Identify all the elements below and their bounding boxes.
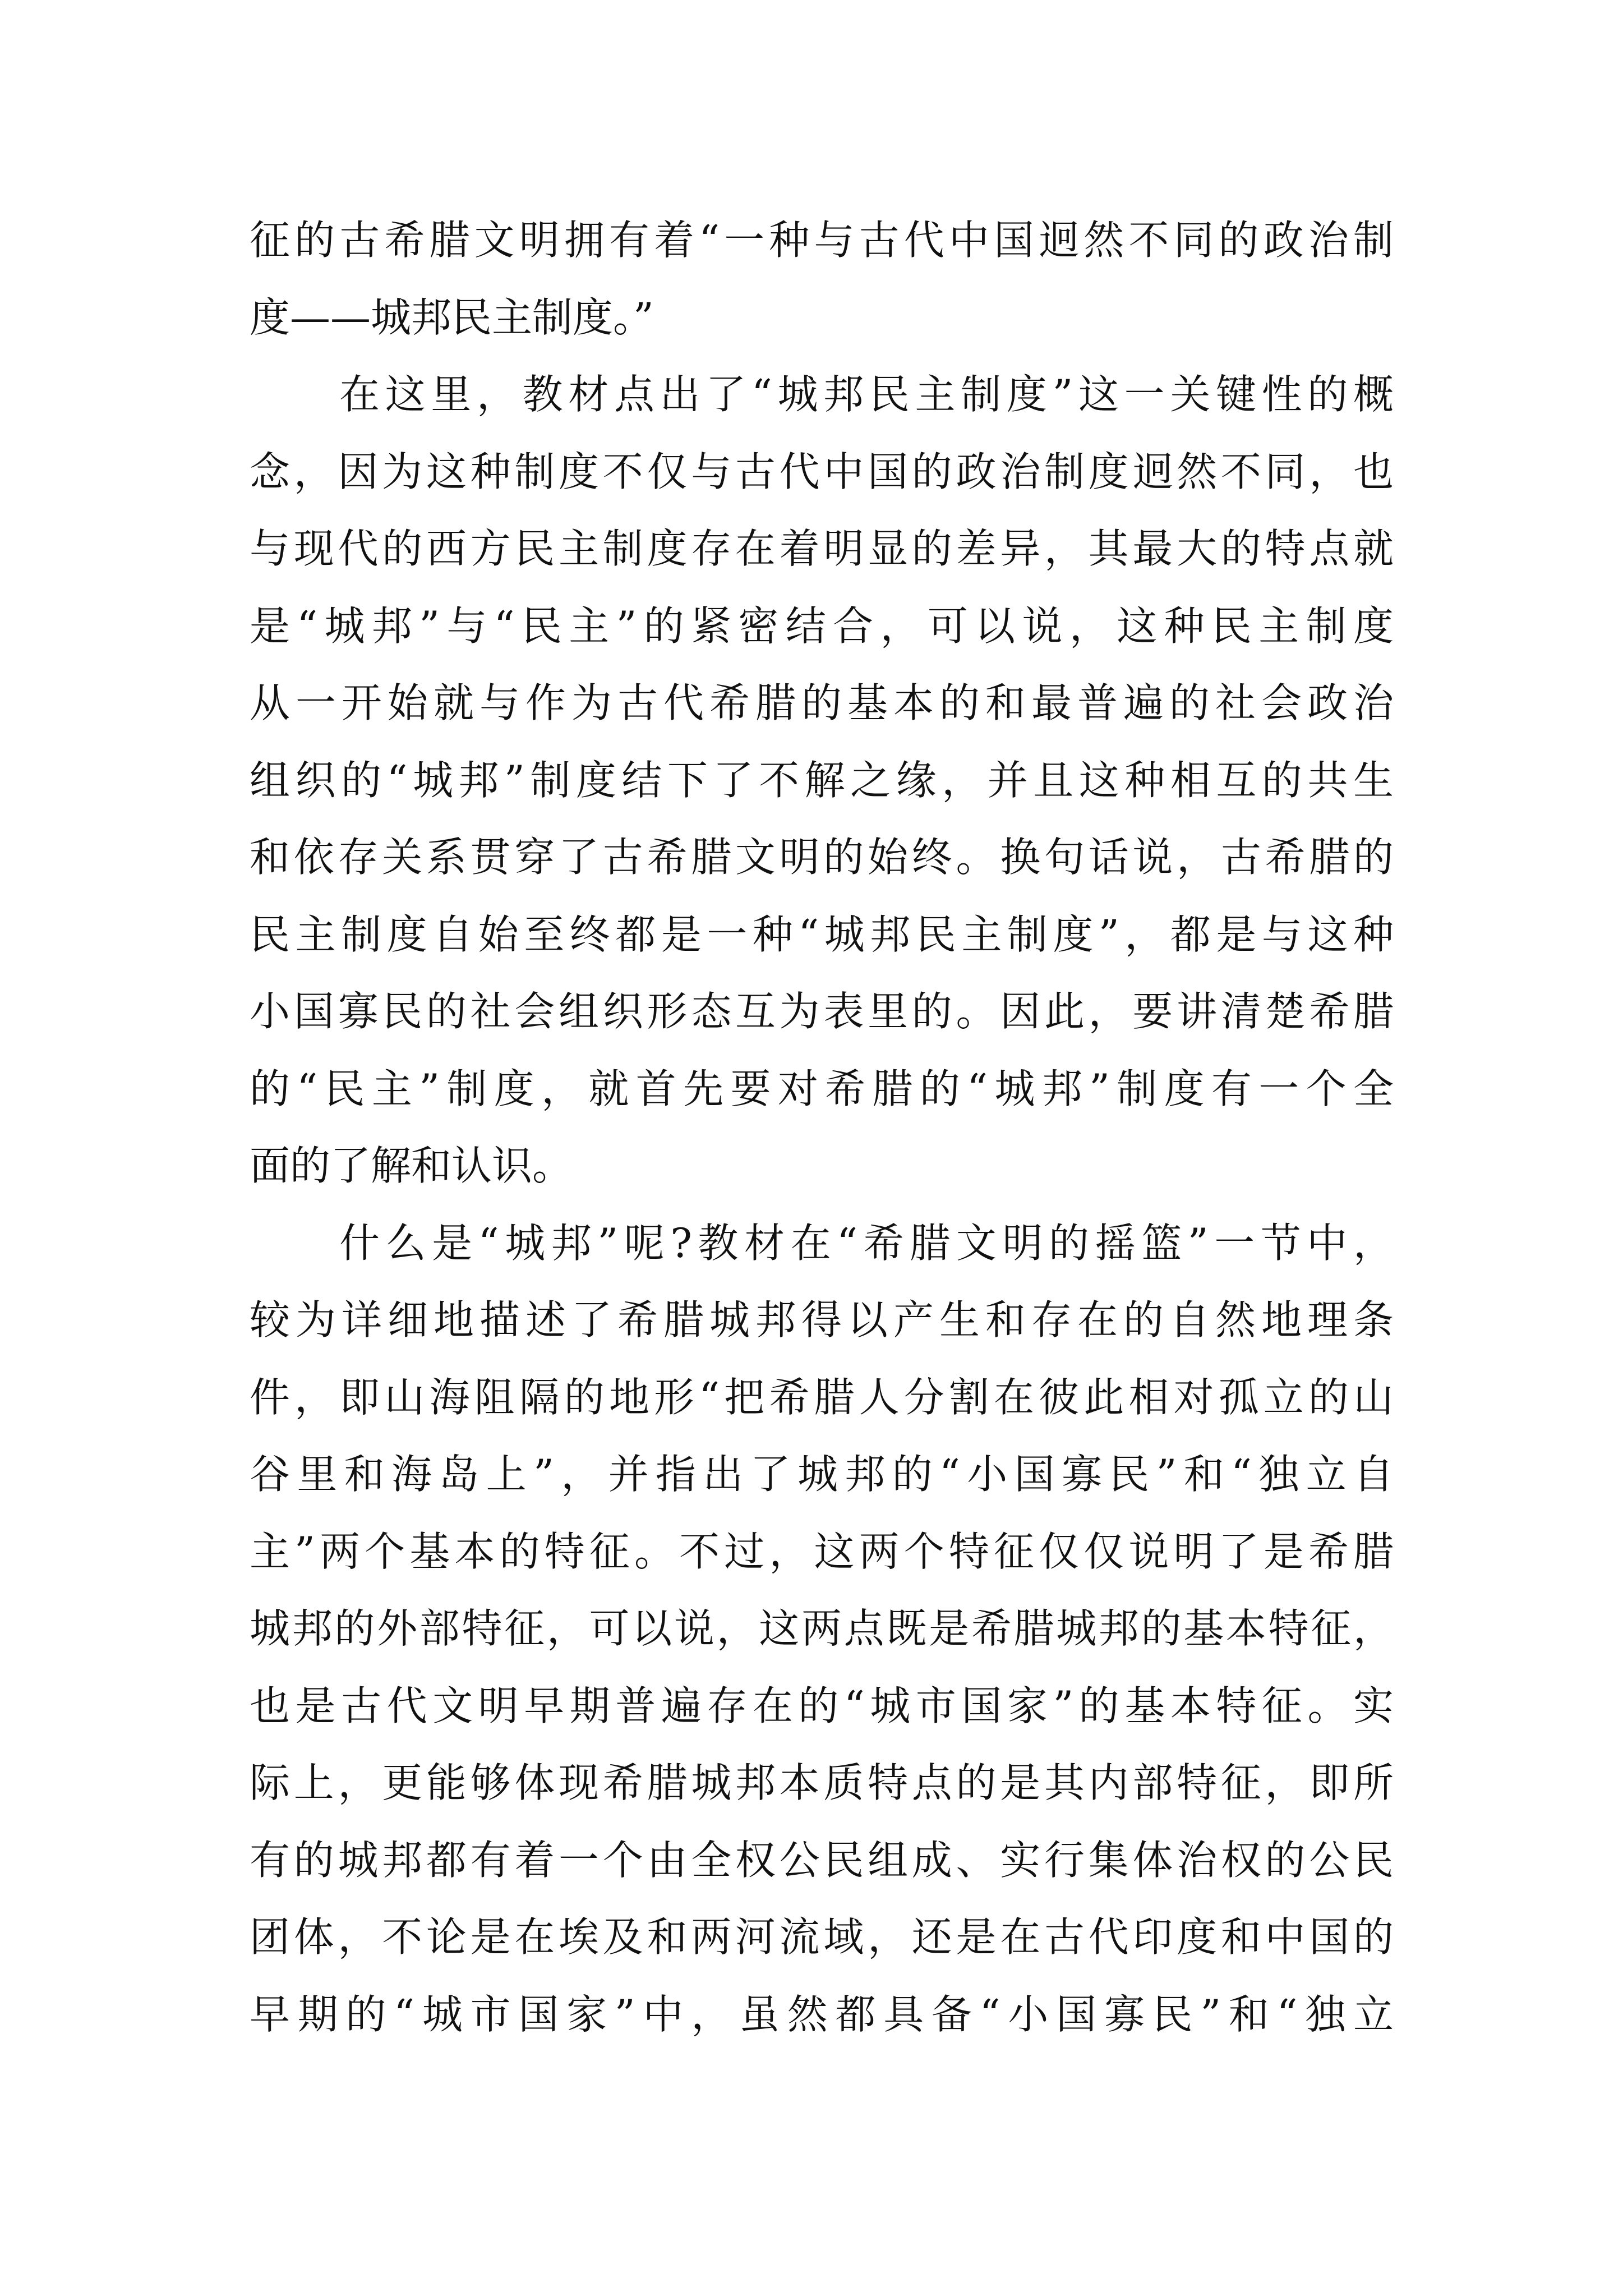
- text-line: 小国寡民的社会组织形态互为表里的。因此，要讲清楚希腊: [250, 988, 1394, 1035]
- text-line: 和依存关系贯穿了古希腊文明的始终。换句话说，古希腊的: [250, 834, 1394, 881]
- text-line: 是“城邦”与“民主”的紧密结合，可以说，这种民主制度: [250, 602, 1394, 650]
- paragraph-first-line: 什么是“城邦”呢?教材在“希腊文明的摇篮”一节中，: [339, 1219, 1394, 1267]
- text-line: 民主制度自始至终都是一种“城邦民主制度”，都是与这种: [250, 910, 1394, 958]
- paragraph-first-line: 在这里，教材点出了“城邦民主制度”这一关键性的概: [339, 371, 1394, 418]
- text-line: 度——城邦民主制度。”: [250, 293, 654, 341]
- text-line: 主”两个基本的特征。不过，这两个特征仅仅说明了是希腊: [250, 1527, 1394, 1575]
- text-line: 与现代的西方民主制度存在着明显的差异，其最大的特点就: [250, 525, 1394, 572]
- text-line: 组织的“城邦”制度结下了不解之缘，并且这种相互的共生: [250, 756, 1394, 804]
- text-line: 谷里和海岛上”，并指出了城邦的“小国寡民”和“独立自: [250, 1451, 1394, 1498]
- text-line: 面的了解和认识。: [250, 1142, 573, 1189]
- text-line: 也是古代文明早期普遍存在的“城市国家”的基本特征。实: [250, 1682, 1394, 1729]
- text-line: 有的城邦都有着一个由全权公民组成、实行集体治权的公民: [250, 1836, 1394, 1884]
- text-line: 征的古希腊文明拥有着“一种与古代中国迥然不同的政治制: [250, 217, 1394, 264]
- text-line: 从一开始就与作为古代希腊的基本的和最普遍的社会政治: [250, 679, 1394, 726]
- text-line: 较为详细地描述了希腊城邦得以产生和存在的自然地理条: [250, 1296, 1394, 1343]
- text-line: 际上，更能够体现希腊城邦本质特点的是其内部特征，即所: [250, 1759, 1394, 1806]
- text-line: 的“民主”制度，就首先要对希腊的“城邦”制度有一个全: [250, 1065, 1394, 1112]
- text-line: 念，因为这种制度不仅与古代中国的政治制度迥然不同，也: [250, 448, 1394, 495]
- text-line: 件，即山海阻隔的地形“把希腊人分割在彼此相对孤立的山: [250, 1373, 1394, 1421]
- text-line: 团体，不论是在埃及和两河流域，还是在古代印度和中国的: [250, 1913, 1394, 1961]
- text-line: 城邦的外部特征，可以说，这两点既是希腊城邦的基本特征，: [250, 1605, 1394, 1652]
- text-line: 早期的“城市国家”中，虽然都具备“小国寡民”和“独立: [250, 1990, 1394, 2038]
- body-text: [250, 202, 1394, 2053]
